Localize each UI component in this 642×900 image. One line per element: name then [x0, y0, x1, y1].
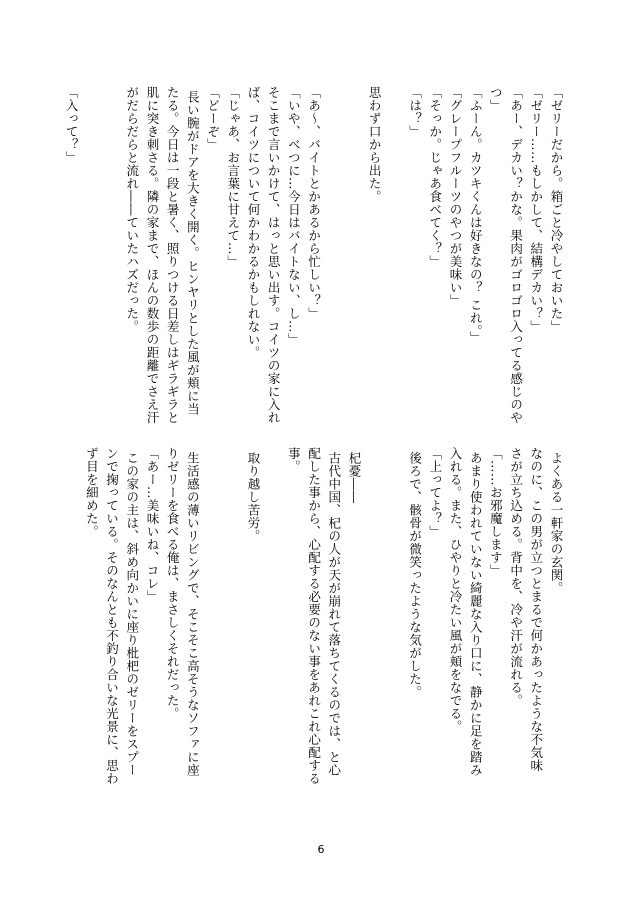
- text-line: 「……お邪魔します」: [488, 447, 504, 577]
- text-line: この家の主は、斜め向かいに座り枇杷のゼリーをスプー: [124, 447, 140, 777]
- text-line: 古代中国、杞の人が天が崩れて落ちてくるのでは、と心: [326, 447, 342, 777]
- text-line: 「あー、デカい？かな。果肉がゴロゴロ入ってる感じのや: [508, 86, 524, 424]
- text-line: 取り越し苦労。: [245, 447, 261, 543]
- text-line: つ」: [488, 86, 504, 112]
- text-line: [81, 86, 101, 366]
- text-line: [324, 86, 344, 366]
- text-line: たる。今日は一段と暑く、照りつける日差しはギラギラと: [165, 86, 181, 424]
- text-line: [202, 447, 222, 747]
- text-line: 「ふーん。カツキくんは好きなの？ これ。」: [468, 86, 484, 345]
- text-line: 事。: [286, 447, 302, 473]
- text-line: 「いや、べつに…今日はバイトない、し…」: [286, 86, 302, 346]
- text-line: ば、コイツについて何かわかるかもしれない。: [245, 86, 261, 359]
- text-line: ンで掬っている。そのなんとも不釣り合いな光景に、思わ: [104, 447, 120, 785]
- text-line: [344, 86, 364, 366]
- text-line: 「ゼリーだから。箱ごと冷やしておいた」: [549, 86, 564, 333]
- text-line: 「あ〜、バイトとかあるから忙しい？」: [306, 86, 322, 320]
- text-line: なのに、この男が立つとまるで何かあったような不気味: [528, 447, 544, 772]
- text-line: りゼリーを食べる俺は、まさしくそれだった。: [165, 447, 181, 720]
- text-line: 入れる。また、ひやりと冷たい風が頬をなでる。: [447, 447, 463, 733]
- text-line: よくある一軒家の玄関。: [549, 447, 564, 595]
- text-line: [364, 447, 384, 747]
- text-line: 肌に突き刺さる。隣の家まで、ほんの数歩の距離でさえ汗: [144, 86, 160, 424]
- text-line: 「そっか。じゃあ食べてく？」: [427, 86, 443, 268]
- page-number: 6: [317, 843, 325, 856]
- text-line: 長い腕がドアを大きく開く。ヒンヤリとした風が頬に当: [185, 86, 201, 416]
- text-line: 「じゃあ、お言葉に甘えて…」: [225, 86, 241, 268]
- text-line: [384, 86, 404, 366]
- text-line: 「ゼリー……もしかして、結構デカい？」: [528, 86, 544, 333]
- lower-text-block: [84, 447, 566, 785]
- text-line: 「グレープフルーツのやつが美味い」: [447, 86, 463, 307]
- text-line: そこまで言いかけて、はっと思い出す。コイツの家に入れ: [266, 86, 282, 424]
- upper-text-block: [64, 86, 566, 424]
- text-line: 「どーぞ」: [205, 86, 221, 151]
- text-line: さが立ち込める。背中を、冷や汗が流れる。: [508, 447, 524, 707]
- text-line: [101, 86, 121, 366]
- text-line: 杞憂――: [346, 447, 362, 504]
- text-line: 「上ってよ？」: [427, 447, 443, 538]
- text-line: 「あー…美味いね、コレ」: [144, 447, 160, 603]
- text-line: がだらだらと流れ――ていたハズだった。: [124, 86, 140, 333]
- text-line: 思わず口から出た。: [367, 86, 383, 203]
- text-line: 「は？」: [407, 86, 423, 138]
- text-line: 生活感の薄いリビングで、そこそこ高そうなソファに座: [185, 447, 201, 777]
- text-line: [384, 447, 404, 747]
- text-line: 配した事から、心配する必要のない事をあれこれ心配する: [306, 447, 322, 785]
- text-line: [263, 447, 283, 747]
- text-line: 後ろで、骸骨が微笑ったような気がした。: [407, 447, 423, 699]
- text-line: [223, 447, 243, 747]
- text-line: あまり使われていない綺麗な入り口に、静かに足を踏み: [468, 447, 484, 777]
- text-line: ず目を細めた。: [84, 447, 100, 538]
- text-line: 「入って？」: [64, 86, 80, 164]
